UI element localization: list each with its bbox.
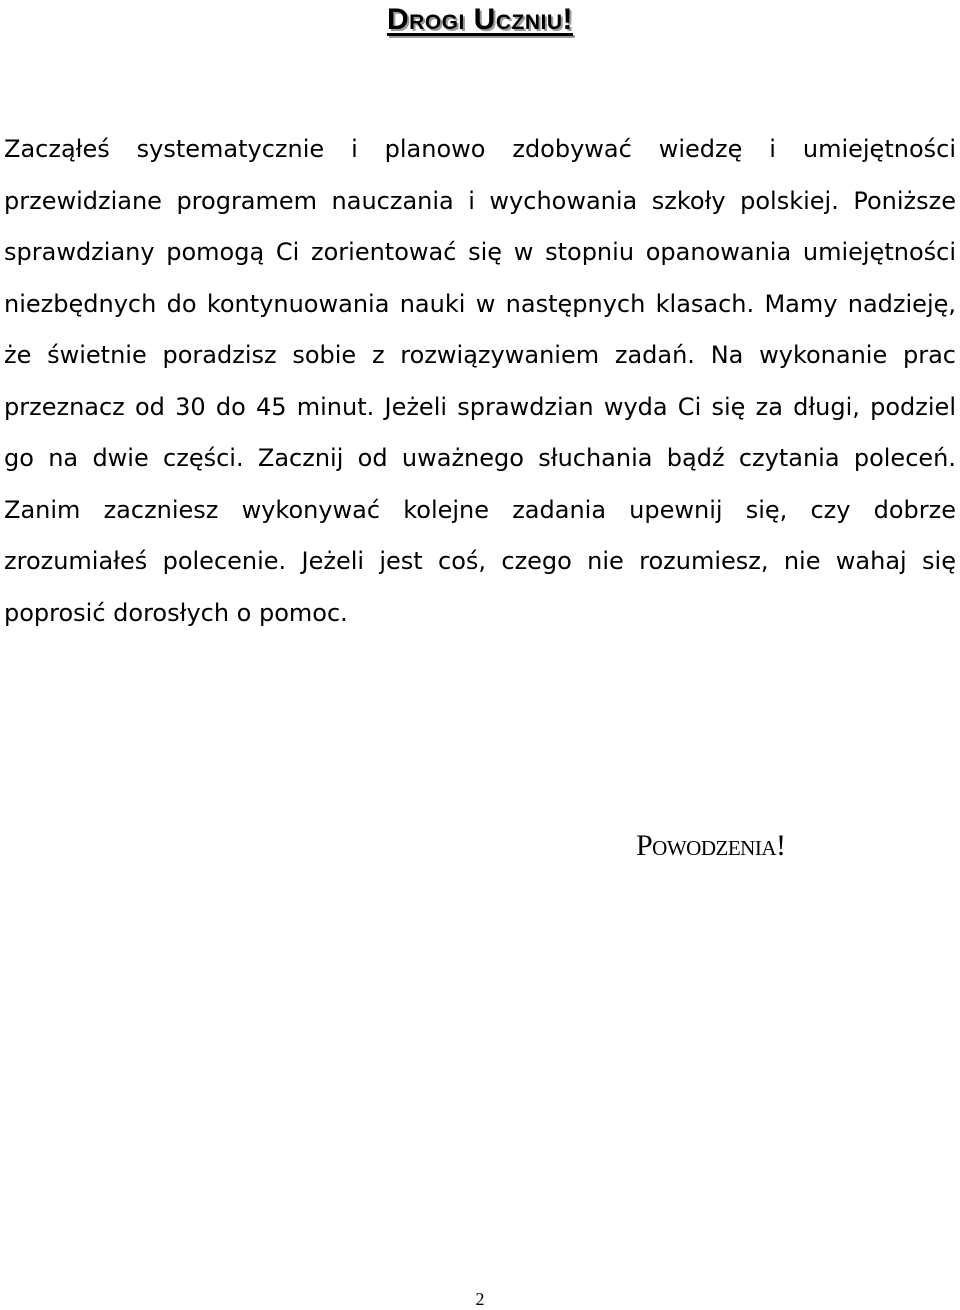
page-number: 2 (475, 1289, 485, 1309)
intro-paragraph: Zacząłeś systematycznie i planowo zdobywać wiedzę i umiejętności przewidziane programem nauczania i wychowania szkoły polskiej. Poniższe sprawdziany pomogą Ci zorientować się w stopniu opanowania umiejętności niezbędnych do kontynuowania nauki w następnych klasach. Mamy nadzieję, że świetnie poradzisz sobie z rozwiązywaniem zadań. Na wykonanie prac przeznacz od 30 do 45 minut. Jeżeli sprawdzian wyda Ci się za długi, podziel go na dwie części. Zacznij od uważnego słuchania bądź czytania poleceń. Zanim zaczniesz wykonywać kolejne zadania upewnij się, czy dobrze zrozumiałeś polecenie. Jeżeli jest coś, czego nie rozumiesz, nie wahaj się poprosić dorosłych o pomoc. (4, 135, 956, 627)
signoff-text: Powodzenia! (636, 829, 786, 862)
page-title: Drogi Uczniu! (387, 3, 573, 36)
